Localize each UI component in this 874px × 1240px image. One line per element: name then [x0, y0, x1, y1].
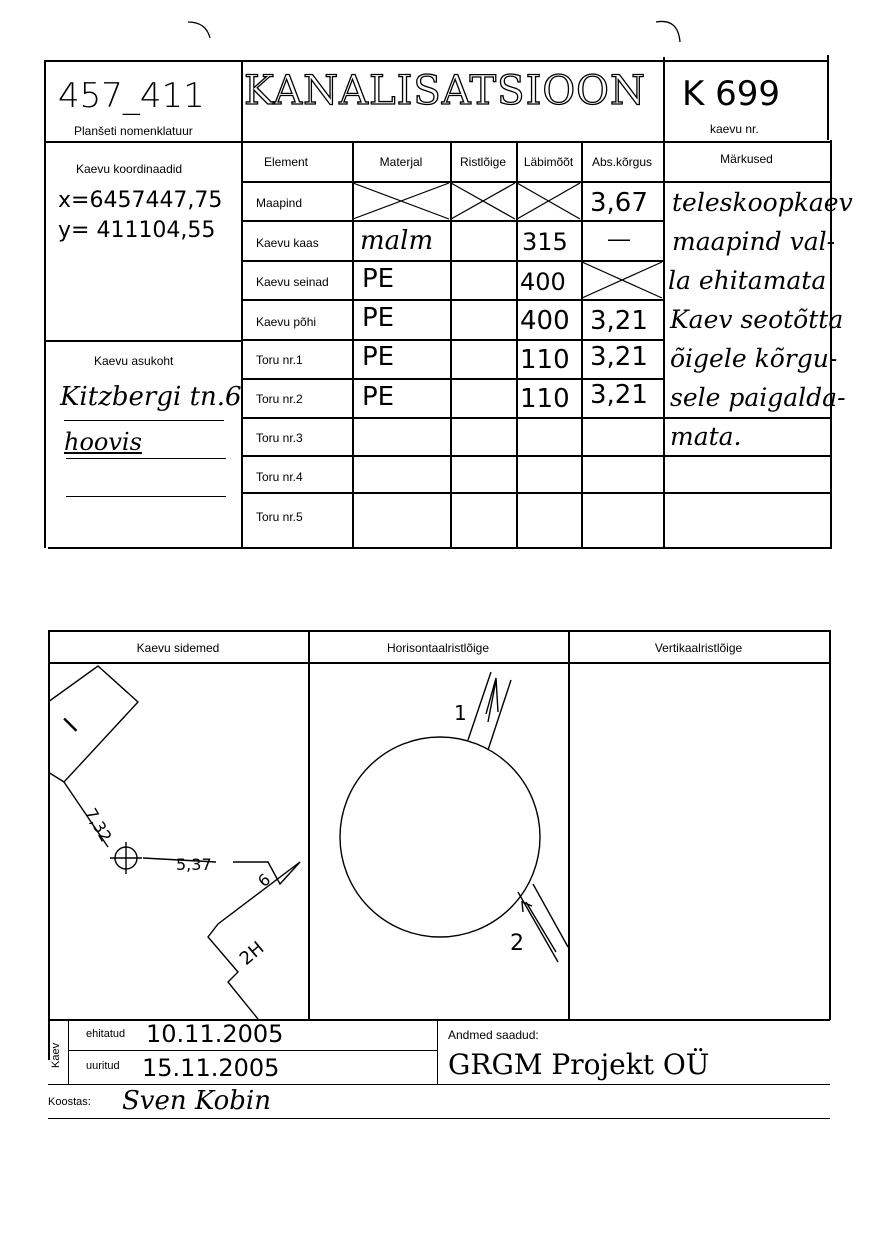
built-label: ehitatud: [86, 1028, 126, 1040]
row-element: Toru nr.1: [256, 353, 303, 367]
remark-line: teleskoopkaev: [672, 188, 853, 217]
section-horizontal: Horisontaalristlõige: [386, 641, 490, 655]
row-element: Kaevu seinad: [256, 275, 329, 289]
cell-diameter: 110: [520, 384, 570, 414]
section-wells: Kaevu sidemed: [136, 641, 220, 655]
sketch-dist-3: 6: [254, 869, 275, 891]
built-date: 10.11.2005: [146, 1020, 284, 1048]
location-sketch: [48, 662, 308, 1019]
well-number: K 699: [682, 74, 780, 114]
surveyed-date: 15.11.2005: [142, 1054, 280, 1082]
sketch-dist-1: 7,32: [81, 804, 116, 846]
plan-number: 457_411: [58, 76, 205, 116]
remark-line: maapind val-: [672, 227, 836, 256]
remark-line: sele paigalda-: [670, 383, 846, 412]
location-line2: hoovis: [64, 428, 142, 456]
sketch-dist-2: 5,37: [176, 855, 212, 874]
row-element: Toru nr.4: [256, 470, 303, 484]
cell-abs: —: [608, 226, 630, 251]
cell-diameter: 110: [520, 345, 570, 375]
col-element: Element: [263, 155, 309, 169]
cell-abs: 3,67: [590, 188, 648, 218]
data-source-label: Andmed saadud:: [448, 1028, 539, 1042]
cell-material: PE: [362, 264, 395, 294]
remark-line: Kaev seotõtta: [670, 305, 844, 334]
cell-abs: 3,21: [590, 342, 648, 372]
col-material: Materjal: [379, 155, 423, 169]
plan-label: Planšeti nomenklatuur: [74, 124, 193, 138]
cell-diameter: 315: [522, 228, 568, 256]
row-element: Toru nr.3: [256, 431, 303, 445]
cell-material: PE: [362, 342, 395, 372]
cell-material: PE: [362, 303, 395, 333]
compiled-label: Koostas:: [48, 1096, 91, 1108]
row-element: Toru nr.5: [256, 510, 303, 524]
col-remarks: Märkused: [720, 152, 773, 166]
pipe-1-label: 1: [454, 701, 467, 725]
sketch-building-2: 2H: [235, 937, 269, 970]
cell-abs: 3,21: [590, 306, 648, 336]
col-abs-height: Abs.kõrgus: [591, 155, 653, 169]
cell-material: malm: [360, 226, 434, 256]
coord-x: x=6457447,75: [58, 188, 223, 213]
row-element: Maapind: [256, 196, 303, 210]
well-label: kaevu nr.: [710, 122, 759, 136]
row-element: Toru nr.2: [256, 392, 303, 406]
sketch-building-1: I: [58, 712, 84, 738]
data-source-value: GRGM Projekt OÜ: [448, 1048, 710, 1081]
coord-y: y= 411104,55: [58, 218, 216, 243]
compiled-value: Sven Kobin: [122, 1086, 271, 1116]
remark-line: mata.: [670, 422, 742, 451]
surveyed-label: uuritud: [86, 1060, 120, 1072]
cell-diameter: 400: [520, 268, 566, 296]
well-circle: [340, 737, 540, 937]
cell-material: PE: [362, 382, 395, 412]
remark-line: la ehitamata: [668, 266, 827, 295]
form-title: KANALISATSIOON: [244, 68, 646, 114]
col-diameter: Läbimõõt: [523, 155, 574, 169]
row-element: Kaevu kaas: [256, 236, 319, 250]
cell-abs: 3,21: [590, 380, 648, 410]
cell-diameter: 400: [520, 306, 570, 336]
location-label: Kaevu asukoht: [94, 354, 174, 368]
remark-line: õigele kõrgu-: [670, 344, 838, 373]
col-crosssection: Ristlõige: [459, 155, 507, 169]
section-vertical: Vertikaalristlõige: [654, 641, 743, 655]
location-line1: Kitzbergi tn.6: [60, 382, 242, 412]
row-element: Kaevu põhi: [256, 315, 317, 329]
horizontal-section: [308, 662, 568, 1019]
pipe-2-label: 2: [510, 931, 524, 956]
coords-label: Kaevu koordinaadid: [76, 162, 183, 176]
kaev-label: Kaev: [50, 1042, 62, 1068]
